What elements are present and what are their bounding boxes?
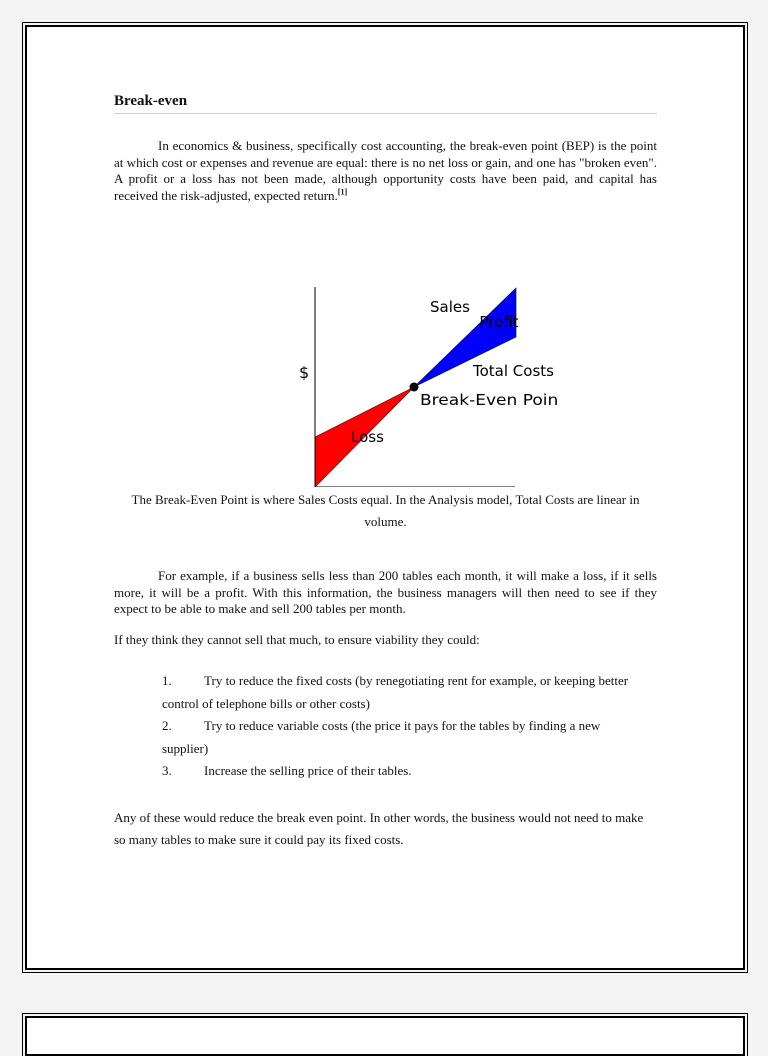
list-item [162, 760, 642, 783]
break-even-chart [267, 257, 557, 487]
break-even-point-label: Break-Even Point [420, 391, 557, 409]
y-axis-label: $ [299, 363, 310, 382]
viability-paragraph: If they think they cannot sell that much, to ensure viability they could: [114, 632, 480, 647]
list-item-number: 2. [162, 718, 172, 733]
next-page [25, 1016, 745, 1056]
total-costs-label: Total Costs [473, 362, 554, 380]
section-heading: Break-even [114, 93, 657, 114]
example-text: For example, if a business sells less than 200 tables each month, it will make a loss, if it sells more, it will be a profit. With this information, the business managers will then need to see if they expect to be able to make and sell 200 tables per month. [114, 568, 657, 617]
intro-paragraph [114, 138, 657, 204]
list-item-text: Increase the selling price of their tables. [204, 763, 412, 778]
profit-label: Profit [479, 313, 519, 331]
footnote-link[interactable]: [1] [337, 187, 348, 197]
break-even-diagram [267, 257, 557, 487]
steps-list [162, 670, 642, 783]
list-item [162, 670, 642, 715]
document-page [25, 25, 745, 970]
list-item-text: Try to reduce the fixed costs (by renegotiating rent for example, or keeping better control of telephone bills or other costs) [162, 673, 629, 711]
example-paragraph [114, 568, 657, 618]
loss-label: Loss [351, 428, 384, 446]
list-item-text: Try to reduce variable costs (the price it pays for the tables by finding a new supplier) [162, 718, 601, 756]
break-even-point-marker [410, 383, 419, 392]
list-item [162, 715, 642, 760]
intro-text: In economics & business, specifically cost accounting, the break-even point (BEP) is the point at which cost or expenses and revenue are equal: there is no net loss or gain, and one has "broken even". A profit or a loss has not been made, although opportunity costs have been paid, and capital has received the risk-adjusted, expected return. [114, 138, 657, 203]
conclusion-paragraph: Any of these would reduce the break even point. In other words, the business would not need to make so many tables to make sure it could pay its fixed costs. [114, 810, 644, 847]
chart-caption: The Break-Even Point is where Sales Costs equal. In the Analysis model, Total Costs are linear in volume. [131, 492, 640, 529]
list-item-number: 1. [162, 673, 172, 688]
sales-label: Sales [430, 298, 470, 316]
list-item-number: 3. [162, 763, 172, 778]
